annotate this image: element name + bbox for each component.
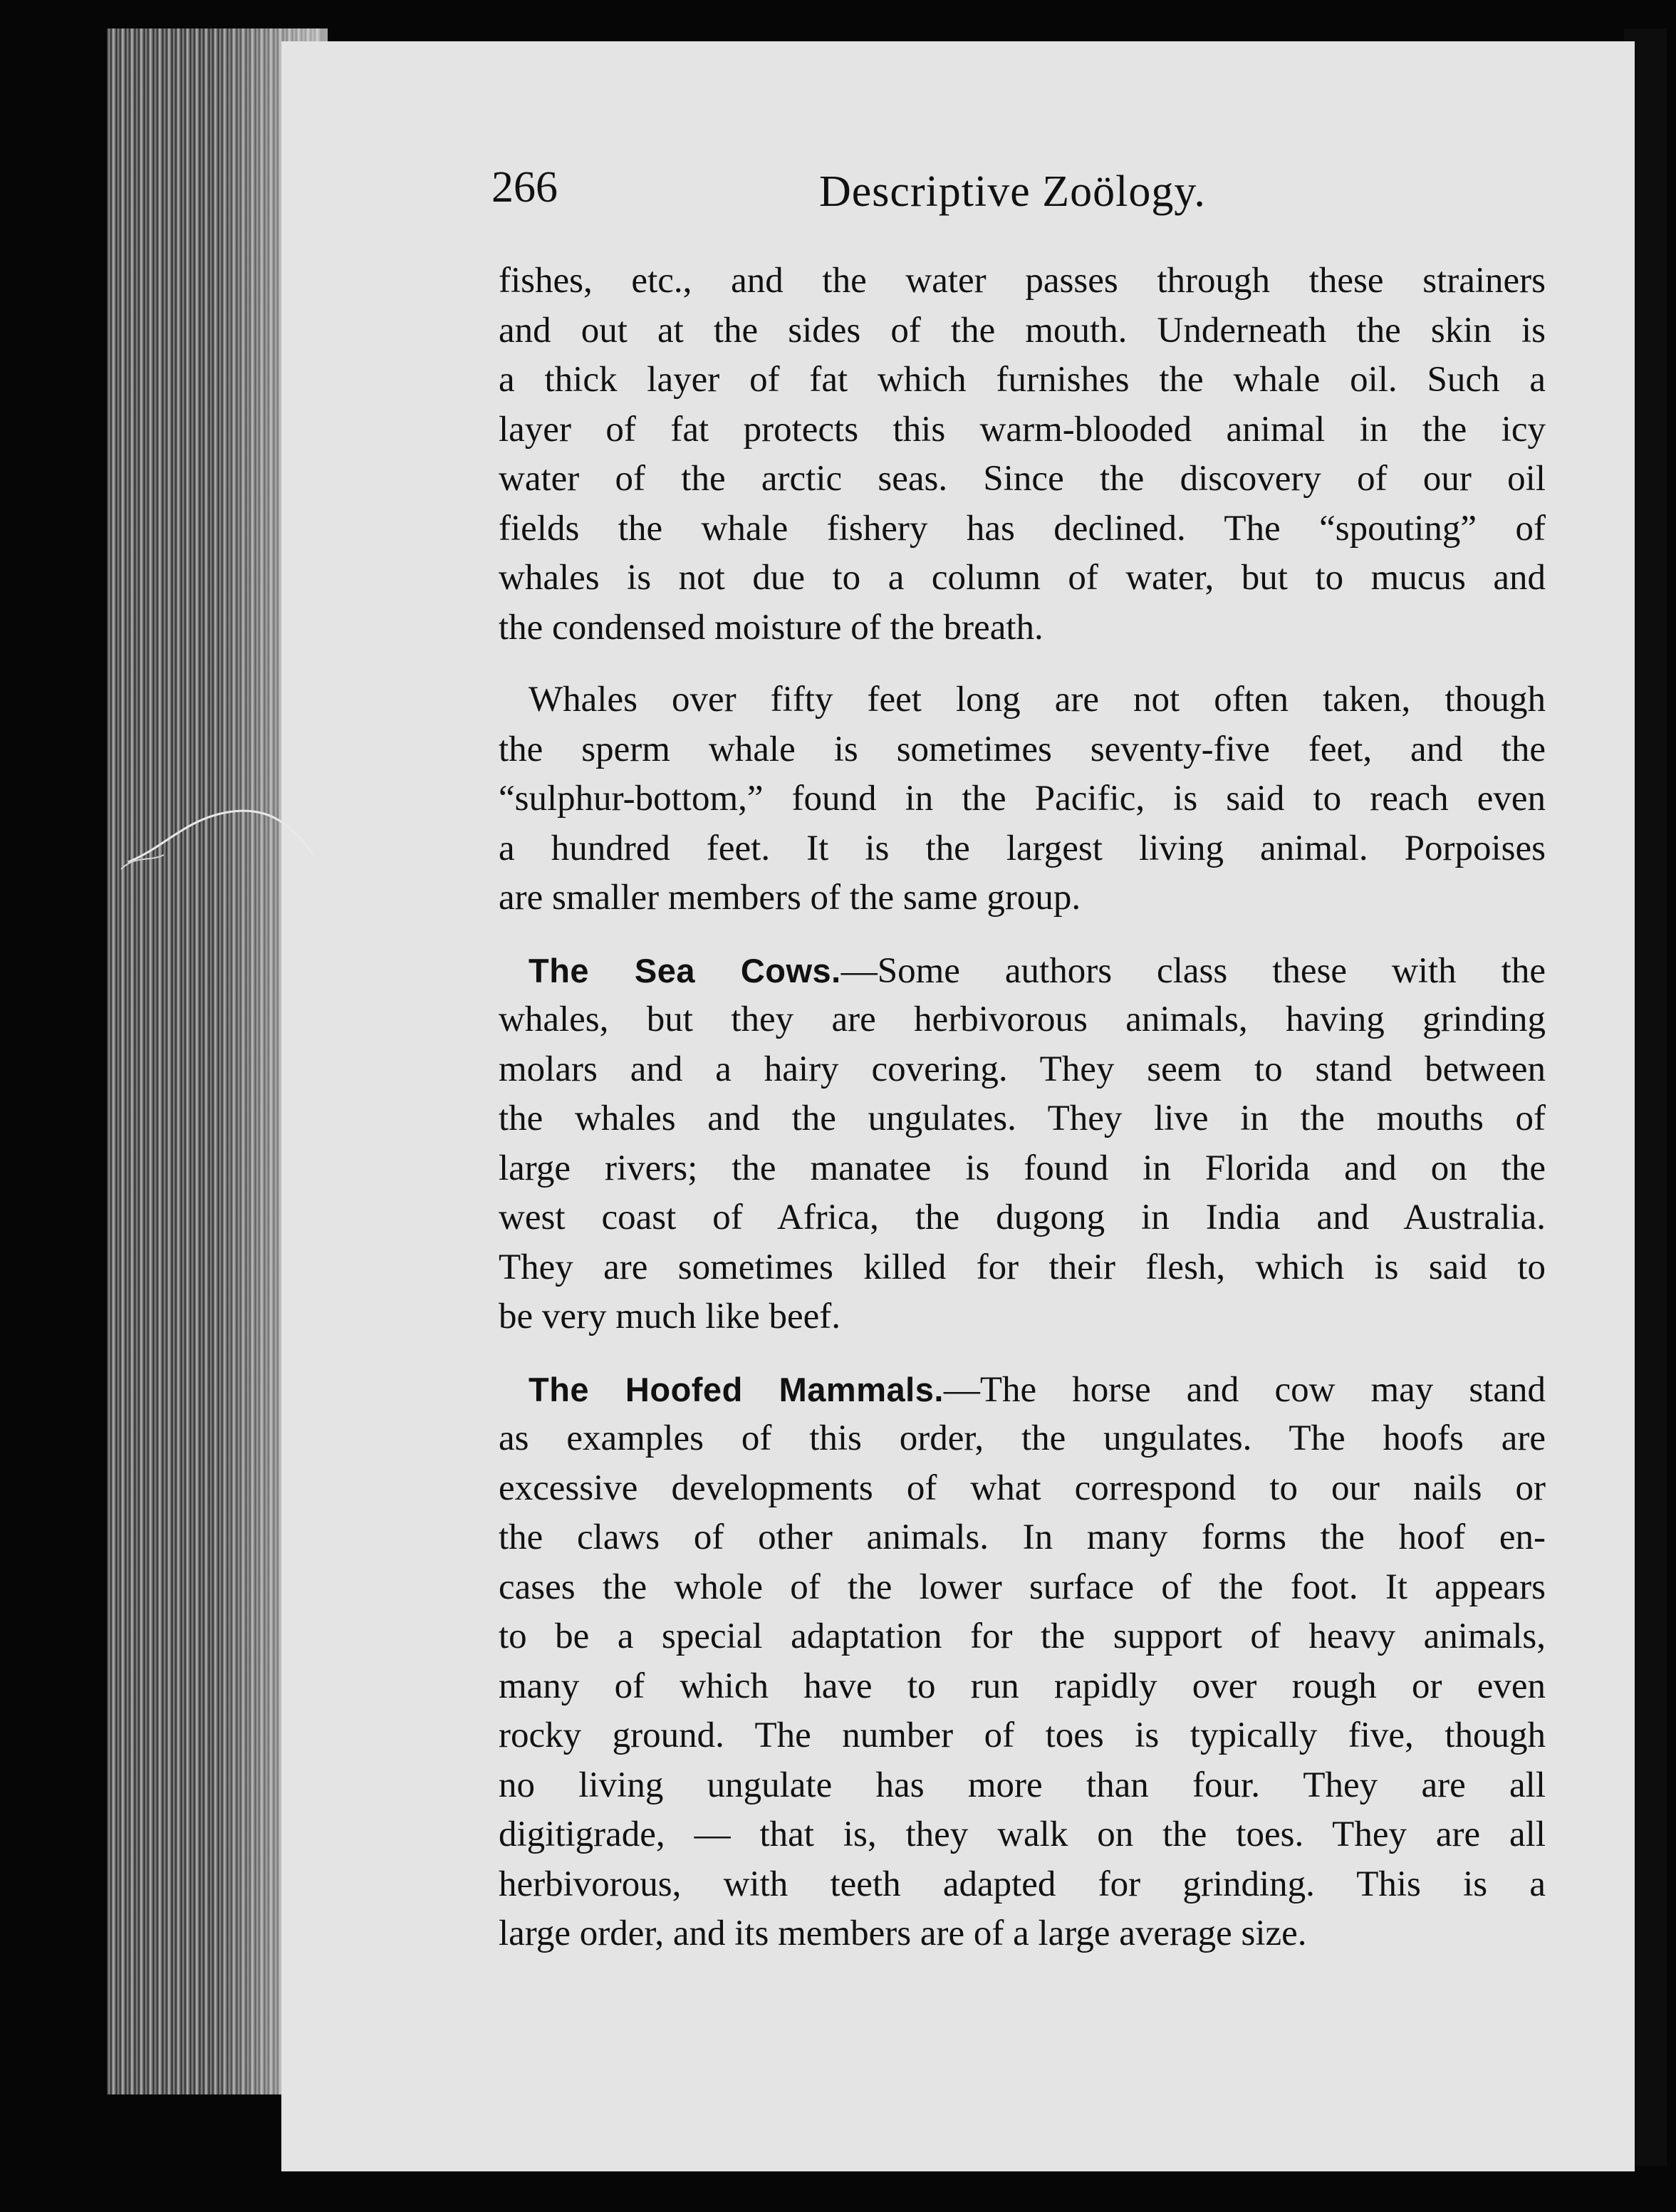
text-line: whales, but they are herbivorous animals, having grinding [499, 999, 1546, 1039]
text-line: a thick layer of fat which furnishes the whale oil. Such a [499, 360, 1546, 400]
text-line: herbivorous, with teeth adapted for grinding. This is a [499, 1864, 1546, 1904]
text-line: and out at the sides of the mouth. Underneath the skin is [499, 310, 1546, 351]
text-line: “sulphur-bottom,” found in the Pacific, is said to reach even [499, 779, 1546, 819]
text-line: the claws of other animals. In many forms the hoof en- [499, 1517, 1546, 1557]
paragraph-4 [499, 1365, 1546, 1959]
text-line: west coast of Africa, the dugong in India and Australia. [499, 1198, 1546, 1237]
text-line: the whales and the ungulates. They live in the mouths of [499, 1099, 1546, 1138]
text-line: layer of fat protects this warm-blooded animal in the icy [499, 409, 1546, 450]
text-line: rocky ground. The number of toes is typically five, though [499, 1715, 1546, 1755]
text-line: to be a special adaptation for the support of heavy animals, [499, 1616, 1546, 1656]
page-header [491, 162, 1264, 227]
text-line: the sperm whale is sometimes seventy-five feet, and the [499, 729, 1546, 769]
stray-thread [107, 769, 321, 912]
text-line: be very much like beef. [499, 1297, 841, 1336]
text-line: are smaller members of the same group. [499, 878, 1081, 918]
text-line: molars and a hairy covering. They seem to stand between [499, 1049, 1546, 1089]
text-line: fields the whale fishery has declined. The “spouting” of [499, 508, 1546, 549]
text-line: as examples of this order, the ungulates. The hoofs are [499, 1418, 1546, 1458]
text-line: whales is not due to a column of water, but to mucus and [499, 558, 1546, 598]
paragraph-2 [499, 675, 1546, 923]
body-text [499, 256, 1546, 1959]
heading-continuation: —The horse and cow may stand [943, 1369, 1546, 1410]
text-line: They are sometimes killed for their flesh, which is said to [499, 1247, 1546, 1287]
text-line: excessive developments of what correspond to our nails or [499, 1468, 1546, 1508]
text-line [499, 946, 1546, 996]
text-line: Whales over fifty feet long are not often taken, though [529, 680, 1546, 720]
text-line: water of the arctic seas. Since the discovery of our oil [499, 459, 1546, 499]
text-line: cases the whole of the lower surface of the foot. It appears [499, 1567, 1546, 1607]
text-line: fishes, etc., and the water passes through these strainers [499, 261, 1546, 301]
page-number: 266 [491, 163, 558, 212]
heading-continuation: —Some authors class these with the [840, 950, 1546, 991]
running-title: Descriptive Zoölogy. [819, 167, 1206, 216]
paragraph-1 [499, 256, 1546, 653]
text-line: large rivers; the manatee is found in Florida and on the [499, 1148, 1546, 1188]
text-line: large order, and its members are of a large average size. [499, 1914, 1307, 1953]
text-line: the condensed moisture of the breath. [499, 607, 1043, 648]
text-line: many of which have to run rapidly over rough or even [499, 1666, 1546, 1706]
section-heading-hoofed-mammals: The Hoofed Mammals. [529, 1370, 944, 1408]
paragraph-3 [499, 946, 1546, 1342]
text-line: a hundred feet. It is the largest living animal. Porpoises [499, 828, 1546, 868]
text-line: no living ungulate has more than four. They are all [499, 1765, 1546, 1805]
text-line: digitigrade, — that is, they walk on the toes. They are all [499, 1814, 1546, 1854]
text-line [499, 1365, 1546, 1415]
section-heading-sea-cows: The Sea Cows. [529, 951, 841, 990]
